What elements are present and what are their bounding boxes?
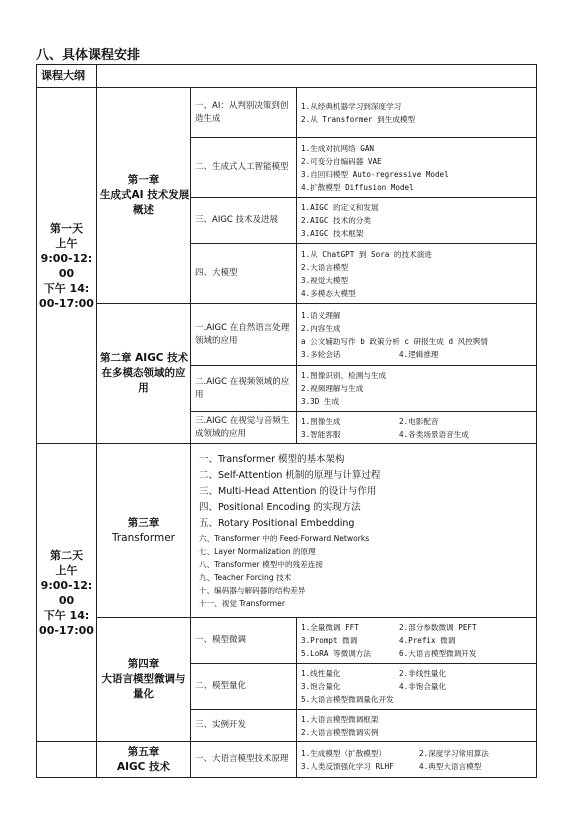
list-item-pair xyxy=(301,634,532,647)
chapter-label: 生成式AI 技术发展 xyxy=(100,189,190,201)
day-label: 00 xyxy=(58,593,75,607)
day-label: 00-17:00 xyxy=(39,296,94,310)
chapter-label: AIGC 技术 xyxy=(116,760,170,773)
list-item: 2.大语言模型微调实例 xyxy=(301,727,379,737)
list-item: 5.大语言模型微调量化开发 xyxy=(301,695,394,704)
day-label: 上午 xyxy=(55,563,78,577)
chapter-label: 在多模态领域的应 xyxy=(101,367,186,379)
list-item: 1.大语言模型微调框架 xyxy=(301,714,379,724)
chapter-label: 用 xyxy=(138,382,149,394)
chapter-label: 概述 xyxy=(133,204,154,216)
chapter-5-cell xyxy=(97,742,191,778)
table-row xyxy=(37,88,537,138)
chapter-2-cell xyxy=(97,304,191,444)
section-title: 一、大语言模型技术原理 xyxy=(191,742,297,778)
list-item: 七、Layer Normalization 的原理 xyxy=(199,546,316,556)
section-title: 三、AIGC 技术及进展 xyxy=(191,198,297,244)
chapter-label: 第五章 xyxy=(127,745,160,758)
list-item: 3.自回归模型 Auto-regressive Model xyxy=(301,169,449,179)
table-row xyxy=(37,742,537,778)
list-item: 1.图像生成 xyxy=(301,416,341,426)
list-item: 4.各类场景语音生成 xyxy=(399,429,469,439)
day-label: 00 xyxy=(58,266,75,280)
list-item: 6.大语言模型微调开发 xyxy=(399,649,477,658)
list-item: 5.LoRA 等微调方法 xyxy=(301,649,371,658)
list-item: 3.3D 生成 xyxy=(301,397,340,406)
list-item: 四、Positional Encoding 的实现方法 xyxy=(199,501,361,513)
list-item: 十、编码器与解码器的结构差异 xyxy=(199,585,306,595)
section-title: 一、模型微调 xyxy=(191,618,297,664)
table-row xyxy=(37,444,537,618)
day-label: 第二天 xyxy=(50,548,83,562)
section-items xyxy=(297,742,537,778)
list-item-pair xyxy=(301,647,532,660)
list-item: 1.生成对抗网络 GAN xyxy=(301,143,374,153)
list-item: 2.内容生成 xyxy=(301,323,341,333)
list-item: 2.大语言模型 xyxy=(301,262,349,272)
section-title: 二、生成式人工智能模型 xyxy=(191,138,297,198)
list-item: 3.AIGC 技术框架 xyxy=(301,229,364,238)
chapter-label: 量化 xyxy=(133,688,154,700)
list-item: 1.语义理解 xyxy=(301,310,341,320)
list-item: 4.非饱合量化 xyxy=(399,682,447,691)
list-item-pair xyxy=(301,760,532,773)
day-2-cell xyxy=(37,444,97,742)
list-item: 2.视频理解与生成 xyxy=(301,384,364,393)
section-title: 一、AI：从判别决策到创造生成 xyxy=(191,88,297,138)
section-items xyxy=(297,304,537,366)
list-item: 1.全量微调 FFT xyxy=(301,623,359,632)
list-item: 2.非线性量化 xyxy=(399,669,447,678)
chapter-label: 第四章 xyxy=(127,658,160,670)
list-item: 一、Transformer 模型的基本架构 xyxy=(199,453,345,465)
section-title: 四、大模型 xyxy=(191,244,297,304)
course-table xyxy=(36,64,537,778)
list-item: 三、Multi-Head Attention 的设计与作用 xyxy=(199,485,377,497)
list-item: 4.典型大语言模型 xyxy=(419,761,482,771)
section-items xyxy=(297,618,537,664)
list-item-pair xyxy=(301,348,532,361)
list-item: 1.从经典机器学习到深度学习 xyxy=(301,101,402,111)
outline-header-row xyxy=(37,65,537,88)
list-item: 2.从 Transformer 到生成模型 xyxy=(301,114,416,124)
section-items xyxy=(297,88,537,138)
list-item-pair xyxy=(301,415,532,428)
day-label: 下午 14: xyxy=(43,608,90,622)
list-item-pair xyxy=(301,747,532,760)
day-label: 下午 14: xyxy=(43,281,90,295)
chapter-3-cell xyxy=(97,444,191,618)
list-item: a 公文辅助写作 b 政策分析 c 研报生成 d 风控舆情 xyxy=(301,336,488,346)
list-item: 4.扩散模型 Diffusion Model xyxy=(301,182,414,192)
list-item: 2.AIGC 技术的分类 xyxy=(301,216,371,225)
list-item: 4.逻辑推理 xyxy=(399,349,439,359)
list-item: 九、Teacher Forcing 技术 xyxy=(199,572,292,582)
list-item: 二、Self-Attention 机制的原理与计算过程 xyxy=(199,469,381,481)
day-label: 上午 xyxy=(55,236,78,250)
list-item: 4.多模态大模型 xyxy=(301,288,356,298)
list-item: 1.图像识别、检测与生成 xyxy=(301,371,387,380)
list-item: 1.AIGC 的定义和发展 xyxy=(301,203,379,212)
chapter-label: Transformer xyxy=(111,531,175,544)
day-label: 00-17:00 xyxy=(39,623,94,637)
day-label: 第一天 xyxy=(50,221,83,235)
list-item: 1.生成模型（扩散模型） xyxy=(301,748,387,758)
list-item-pair xyxy=(301,667,532,680)
chapter-label: 第一章 xyxy=(127,174,160,186)
list-item: 2.电影配音 xyxy=(399,416,439,426)
list-item: 2.深度学习常用算法 xyxy=(419,748,489,758)
chapter-3-content xyxy=(191,444,537,618)
outline-label: 课程大纲 xyxy=(37,65,97,88)
list-item: 2.部分参数微调 PEFT xyxy=(399,623,477,632)
chapter-4-cell xyxy=(97,618,191,742)
section-items xyxy=(297,664,537,710)
list-item: 2.可变分自编码器 VAE xyxy=(301,156,382,166)
section-title: 一.AIGC 在自然语言处理领域的应用 xyxy=(191,304,297,366)
chapter-label: 第三章 xyxy=(127,516,160,529)
list-item-pair xyxy=(301,428,532,441)
list-item: 十一、视觉 Transformer xyxy=(199,598,285,608)
list-item: 4.Prefix 微调 xyxy=(399,636,456,645)
section-title: 二.AIGC 在视频领域的应用 xyxy=(191,366,297,412)
list-item: 3.饱合量化 xyxy=(301,682,341,691)
section-items xyxy=(297,244,537,304)
list-item: 3.视觉大模型 xyxy=(301,275,349,285)
list-item: 八、Transformer 模型中的残差连接 xyxy=(199,559,323,569)
section-items xyxy=(297,138,537,198)
outline-header-blank xyxy=(97,65,537,88)
list-item: 3.人类反馈强化学习 RLHF xyxy=(301,761,394,771)
list-item: 3.智能客服 xyxy=(301,429,341,439)
day-1-cell xyxy=(37,88,97,444)
list-item: 六、Transformer 中的 Feed-Forward Networks xyxy=(199,533,370,543)
section-title: 三.AIGC 在视觉与音频生成领域的应用 xyxy=(191,412,297,444)
chapter-label: 第二章 AIGC 技术 xyxy=(100,352,189,364)
day-blank-cell xyxy=(37,742,97,778)
list-item-pair xyxy=(301,680,532,693)
section-title: 三、实例开发 xyxy=(191,710,297,742)
chapter-1-cell xyxy=(97,88,191,304)
list-item: 1.线性量化 xyxy=(301,669,341,678)
day-label: 9:00-12: xyxy=(40,578,93,592)
day-label: 9:00-12: xyxy=(40,251,93,265)
list-item-pair xyxy=(301,621,532,634)
section-title: 二、模型量化 xyxy=(191,664,297,710)
list-item: 1.从 ChatGPT 到 Sora 的技术演进 xyxy=(301,249,432,259)
list-item: 3.Prompt 微调 xyxy=(301,636,358,645)
section-items xyxy=(297,198,537,244)
table-row xyxy=(37,618,537,664)
section-items xyxy=(297,412,537,444)
section-items xyxy=(297,710,537,742)
list-item: 五、Rotary Positional Embedding xyxy=(199,517,355,529)
table-row xyxy=(37,304,537,366)
list-item: 3.多轮会话 xyxy=(301,349,341,359)
section-items xyxy=(297,366,537,412)
section-heading: 八、具体课程安排 xyxy=(36,48,141,63)
chapter-label: 大语言模型微调与 xyxy=(101,673,186,685)
